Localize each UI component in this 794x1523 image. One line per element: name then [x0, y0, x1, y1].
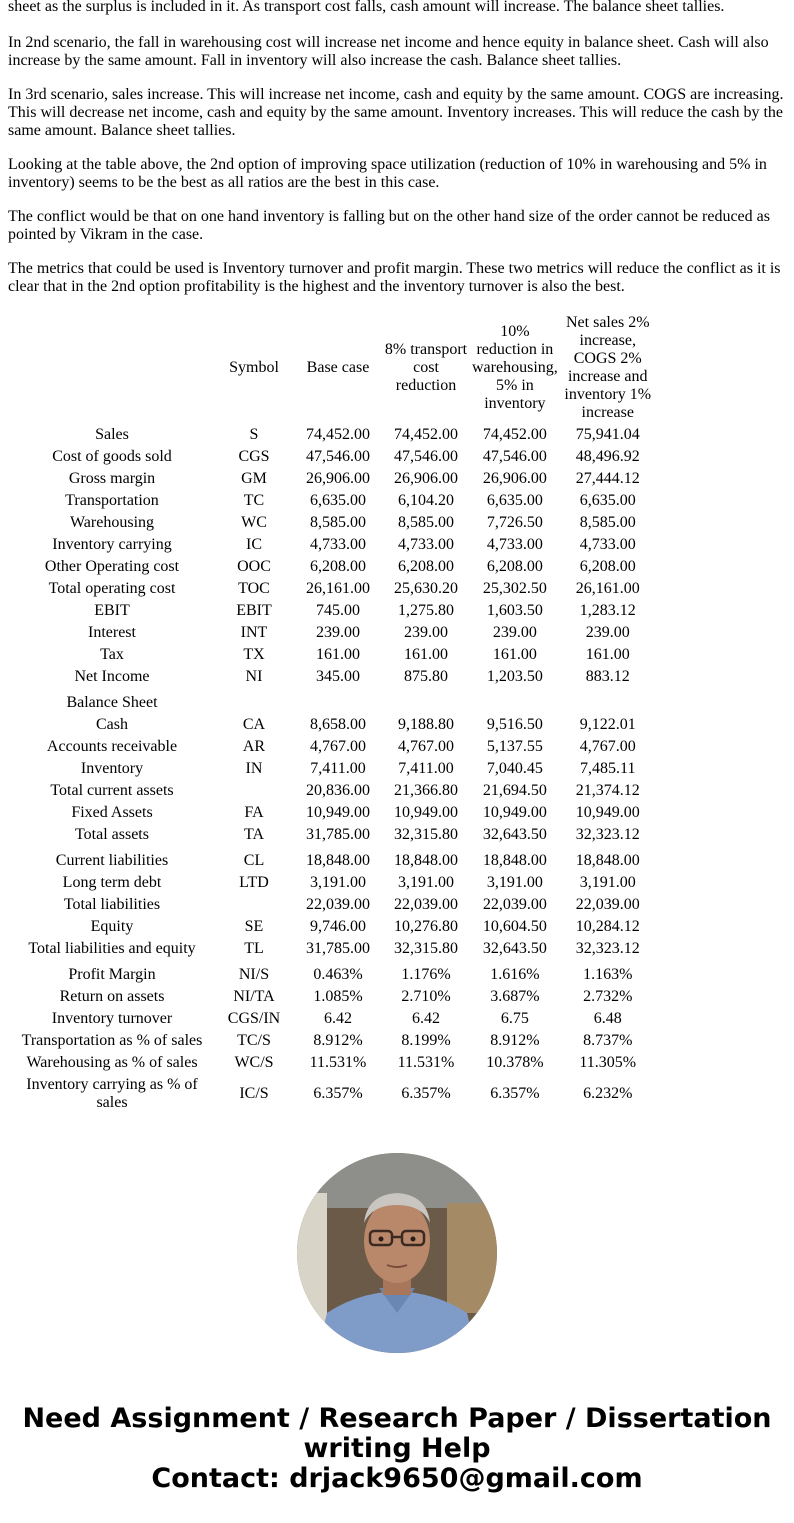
base-case-value: 11.531% — [309, 1054, 367, 1071]
scenario-1-value: 21,366.80 — [394, 782, 458, 799]
scenario-3-value: 7,485.11 — [580, 760, 636, 777]
row-symbol: CGS/IN — [227, 1010, 281, 1027]
scenario-2-value: 6.357% — [490, 1085, 540, 1102]
row-label: Profit Margin — [68, 966, 156, 983]
scenario-3-value: 6.232% — [583, 1085, 633, 1102]
scenario-1-value: 6.42 — [412, 1010, 440, 1027]
row-symbol: SE — [244, 918, 264, 935]
table-body — [10, 424, 656, 1114]
table-row — [10, 894, 656, 916]
scenario-2-value: 32,643.50 — [482, 826, 547, 843]
base-case-value: 161.00 — [316, 646, 360, 663]
scenario-2-value: 239.00 — [492, 624, 537, 641]
base-case-value: 18,848.00 — [306, 852, 370, 869]
header-symbol: Symbol — [229, 359, 279, 376]
row-label: Transportation as % of sales — [21, 1032, 203, 1049]
table-row — [10, 846, 656, 872]
scenario-1-value: 74,452.00 — [394, 426, 458, 443]
scenario-3-value: 3,191.00 — [579, 874, 636, 891]
scenario-2-value: 1,203.50 — [486, 668, 543, 685]
row-label: Fixed Assets — [71, 804, 153, 821]
table-row — [10, 916, 656, 938]
table-header-row — [10, 312, 656, 424]
scenario-3-value: 8,585.00 — [579, 514, 636, 531]
paragraph-6: The metrics that could be used is Inventory turnover and profit margin. These two metrics will reduce the conflict as it is clear that in the 2nd option profitability is the highest and the inventory turnover is also the best. — [8, 260, 781, 295]
scenario-2-value: 6,208.00 — [486, 558, 543, 575]
scenario-2-value: 21,694.50 — [482, 782, 547, 799]
scenario-2-value: 3.687% — [490, 988, 540, 1005]
person-portrait-icon — [297, 1153, 497, 1353]
table-row — [10, 938, 656, 960]
header-base-case: Base case — [306, 359, 370, 376]
base-case-value: 47,546.00 — [306, 448, 370, 465]
scenario-2-value: 6.75 — [500, 1010, 529, 1027]
table-row — [10, 1074, 656, 1114]
scenario-3-value: 2.732% — [583, 988, 633, 1005]
paragraph-4: Looking at the table above, the 2nd option of improving space utilization (reduction of 10% in warehousing and 5% in inventory) seems to be the best as all ratios are the best in this case. — [8, 156, 767, 191]
scenario-3-value: 6,208.00 — [579, 558, 636, 575]
header-scenario-1: 8% transport cost reduction — [384, 341, 468, 394]
financial-comparison-table — [10, 312, 656, 1114]
row-symbol: CL — [243, 852, 265, 869]
table-row — [10, 802, 656, 824]
row-symbol: AR — [242, 738, 266, 755]
base-case-value: 22,039.00 — [306, 896, 370, 913]
scenario-3-value: 27,444.12 — [575, 470, 640, 487]
row-label: Transportation — [65, 492, 159, 509]
scenario-2-value: 161.00 — [492, 646, 537, 663]
row-symbol: TC/S — [237, 1032, 271, 1049]
scenario-3-value: 8.737% — [583, 1032, 633, 1049]
scenario-2-value: 25,302.50 — [482, 580, 547, 597]
table-row — [10, 578, 656, 600]
row-label: Accounts receivable — [46, 738, 178, 755]
scenario-2-value: 7,726.50 — [486, 514, 543, 531]
row-label: EBIT — [94, 602, 130, 619]
promo-line-1: Need Assignment / Research Paper / Dissertation — [22, 1403, 772, 1434]
paragraph-2: In 2nd scenario, the fall in warehousing cost will increase net income and hence equity in balance sheet. Cash will also increase by the same amount. Fall in inventory will also increase the cash. Balance sheet tallies. — [8, 34, 769, 69]
table-row — [10, 714, 656, 736]
base-case-value: 74,452.00 — [306, 426, 370, 443]
scenario-3-value: 48,496.92 — [575, 448, 640, 465]
scenario-3-value: 1.163% — [583, 966, 633, 983]
scenario-2-value: 26,906.00 — [482, 470, 547, 487]
row-label: Return on assets — [59, 988, 165, 1005]
row-label: Inventory carrying as % of sales — [26, 1076, 198, 1111]
table-row — [10, 512, 656, 534]
scenario-2-value: 10,604.50 — [482, 918, 547, 935]
scenario-1-value: 18,848.00 — [394, 852, 458, 869]
scenario-1-value: 22,039.00 — [394, 896, 458, 913]
scenario-1-value: 875.80 — [404, 668, 448, 685]
scenario-3-value: 4,767.00 — [579, 738, 636, 755]
row-symbol: IC — [246, 536, 262, 553]
base-case-value: 26,161.00 — [306, 580, 370, 597]
row-symbol: NI/S — [238, 966, 270, 983]
header-scenario-2: 10% reduction in warehousing, 5% in inventory — [472, 323, 558, 412]
scenario-2-value: 74,452.00 — [482, 426, 547, 443]
scenario-3-value: 9,122.01 — [579, 716, 636, 733]
table-row — [10, 468, 656, 490]
table-row — [10, 490, 656, 512]
row-label: Other Operating cost — [44, 558, 180, 575]
row-symbol: S — [249, 426, 259, 443]
scenario-2-value — [470, 688, 560, 714]
scenario-1-value: 6,208.00 — [398, 558, 454, 575]
header-scenario-3: Net sales 2% increase, COGS 2% increase and inventory 1% increase — [564, 314, 652, 421]
base-case-value: 7,411.00 — [310, 760, 366, 777]
scenario-1-value: 2.710% — [401, 988, 451, 1005]
row-label: Current liabilities — [55, 852, 169, 869]
scenario-1-value: 10,276.80 — [394, 918, 458, 935]
row-symbol: EBIT — [236, 602, 272, 619]
base-case-value: 31,785.00 — [306, 826, 370, 843]
row-symbol: TL — [244, 940, 264, 957]
scenario-1-value: 4,767.00 — [398, 738, 454, 755]
scenario-1-value: 6.357% — [401, 1085, 451, 1102]
scenario-1-value: 32,315.80 — [394, 826, 458, 843]
row-symbol: WC — [241, 514, 267, 531]
row-symbol: WC/S — [234, 1054, 274, 1071]
scenario-2-value: 32,643.50 — [482, 940, 547, 957]
row-symbol: CA — [242, 716, 266, 733]
scenario-1-value: 6,104.20 — [398, 492, 454, 509]
scenario-2-value: 10.378% — [486, 1054, 544, 1071]
table-row — [10, 1052, 656, 1074]
row-symbol: TX — [243, 646, 265, 663]
base-case-value: 8.912% — [313, 1032, 363, 1049]
row-label: Equity — [90, 918, 134, 935]
table-row — [10, 824, 656, 846]
scenario-3-value: 75,941.04 — [575, 426, 640, 443]
scenario-1-value: 7,411.00 — [398, 760, 454, 777]
base-case-value: 745.00 — [316, 602, 360, 619]
scenario-2-value: 9,516.50 — [486, 716, 543, 733]
row-symbol: FA — [244, 804, 264, 821]
scenario-1-value: 1.176% — [401, 966, 451, 983]
row-symbol: NI/TA — [233, 988, 275, 1005]
base-case-value: 239.00 — [316, 624, 360, 641]
base-case-value: 4,733.00 — [310, 536, 366, 553]
paragraph-3: In 3rd scenario, sales increase. This will increase net income, cash and equity by the same amount. COGS are increasing. This will decrease net income, cash and equity by the same amount. Inventory increases. This will reduce the cash by the same amount. Balance sheet tallies. — [8, 86, 784, 139]
scenario-3-value: 883.12 — [585, 668, 630, 685]
scenario-3-value: 32,323.12 — [575, 940, 640, 957]
scenario-1-value — [382, 688, 470, 714]
row-symbol: CGS — [238, 448, 270, 465]
scenario-1-value: 8.199% — [401, 1032, 451, 1049]
scenario-3-value: 6.48 — [593, 1010, 622, 1027]
row-symbol — [214, 688, 294, 714]
scenario-2-value: 47,546.00 — [482, 448, 547, 465]
row-label: Cost of goods sold — [52, 448, 172, 465]
header-label — [10, 312, 214, 424]
scenario-3-value: 4,733.00 — [579, 536, 636, 553]
row-label: Tax — [100, 646, 124, 663]
row-symbol: GM — [241, 470, 267, 487]
table-row — [10, 758, 656, 780]
row-label: Inventory carrying — [52, 536, 172, 553]
table-row — [10, 688, 656, 714]
row-label: Total liabilities — [63, 896, 161, 913]
paragraph-5: The conflict would be that on one hand inventory is falling but on the other hand size of the order cannot be reduced as pointed by Vikram in the case. — [8, 208, 770, 243]
scenario-3-value: 6,635.00 — [579, 492, 636, 509]
row-label: Interest — [88, 624, 136, 641]
scenario-2-value: 8.912% — [490, 1032, 540, 1049]
row-label: Total current assets — [50, 782, 174, 799]
scenario-2-value: 18,848.00 — [482, 852, 547, 869]
base-case-value: 3,191.00 — [310, 874, 366, 891]
base-case-value — [294, 688, 382, 714]
row-label: Gross margin — [68, 470, 156, 487]
row-symbol: NI — [245, 668, 263, 685]
base-case-value: 6,208.00 — [310, 558, 366, 575]
scenario-1-value: 9,188.80 — [398, 716, 454, 733]
promo-line-2: writing Help — [303, 1433, 491, 1464]
scenario-1-value: 25,630.20 — [394, 580, 458, 597]
scenario-1-value: 11.531% — [397, 1054, 455, 1071]
scenario-2-value: 10,949.00 — [482, 804, 547, 821]
base-case-value: 9,746.00 — [310, 918, 366, 935]
scenario-1-value: 26,906.00 — [394, 470, 458, 487]
row-label: Cash — [96, 716, 128, 733]
scenario-3-value: 161.00 — [585, 646, 630, 663]
scenario-1-value: 8,585.00 — [398, 514, 454, 531]
base-case-value: 345.00 — [316, 668, 360, 685]
table-row — [10, 622, 656, 644]
row-symbol — [214, 894, 294, 916]
base-case-value: 6,635.00 — [310, 492, 366, 509]
base-case-value: 1.085% — [313, 988, 363, 1005]
table-row — [10, 644, 656, 666]
table-row — [10, 960, 656, 986]
table-row — [10, 736, 656, 758]
row-symbol: TOC — [238, 580, 270, 597]
row-symbol: IN — [245, 760, 263, 777]
base-case-value: 31,785.00 — [306, 940, 370, 957]
row-label: Total liabilities and equity — [28, 940, 196, 957]
base-case-value: 0.463% — [313, 966, 363, 983]
row-label: Warehousing as % of sales — [26, 1054, 198, 1071]
scenario-3-value: 21,374.12 — [575, 782, 640, 799]
table-row — [10, 666, 656, 688]
scenario-1-value: 4,733.00 — [398, 536, 454, 553]
row-symbol: IC/S — [239, 1085, 269, 1102]
scenario-1-value: 1,275.80 — [398, 602, 454, 619]
scenario-2-value: 6,635.00 — [486, 492, 543, 509]
row-label: Inventory turnover — [51, 1010, 173, 1027]
row-label: Total assets — [75, 826, 149, 843]
row-symbol — [214, 780, 294, 802]
scenario-1-value: 47,546.00 — [394, 448, 458, 465]
scenario-3-value: 10,949.00 — [575, 804, 640, 821]
row-symbol: TC — [243, 492, 265, 509]
scenario-3-value: 11.305% — [579, 1054, 637, 1071]
scenario-2-value: 5,137.55 — [486, 738, 543, 755]
scenario-2-value: 3,191.00 — [486, 874, 543, 891]
scenario-1-value: 3,191.00 — [398, 874, 454, 891]
scenario-3-value: 1,283.12 — [579, 602, 636, 619]
base-case-value: 6.357% — [313, 1085, 363, 1102]
row-symbol: INT — [240, 624, 268, 641]
scenario-3-value — [560, 688, 656, 714]
base-case-value: 8,658.00 — [310, 716, 366, 733]
scenario-3-value: 18,848.00 — [575, 852, 640, 869]
row-symbol: TA — [243, 826, 265, 843]
table-row — [10, 556, 656, 578]
base-case-value: 26,906.00 — [306, 470, 370, 487]
row-label: Balance Sheet — [66, 694, 158, 711]
row-label: Net Income — [74, 668, 150, 685]
table-row — [10, 780, 656, 802]
scenario-2-value: 1.616% — [490, 966, 540, 983]
base-case-value: 4,767.00 — [310, 738, 366, 755]
row-label: Long term debt — [62, 874, 162, 891]
scenario-3-value: 32,323.12 — [575, 826, 640, 843]
paragraph-1: sheet as the surplus is included in it. As transport cost falls, cash amount will increase. The balance sheet tallies. — [8, 0, 725, 15]
scenario-2-value: 1,603.50 — [486, 602, 543, 619]
row-label: Sales — [95, 426, 129, 443]
row-label: Warehousing — [69, 514, 155, 531]
scenario-3-value: 26,161.00 — [575, 580, 640, 597]
table-row — [10, 600, 656, 622]
table-row — [10, 424, 656, 446]
scenario-1-value: 239.00 — [404, 624, 448, 641]
promo-contact-line: Contact: drjack9650@gmail.com — [151, 1463, 643, 1494]
row-label: Total operating cost — [48, 580, 176, 597]
scenario-2-value: 7,040.45 — [486, 760, 543, 777]
table-row — [10, 534, 656, 556]
author-photo — [297, 1153, 497, 1353]
table-row — [10, 446, 656, 468]
scenario-3-value: 239.00 — [585, 624, 630, 641]
row-symbol: OOC — [237, 558, 271, 575]
table-row — [10, 1008, 656, 1030]
table-row — [10, 1030, 656, 1052]
row-label: Inventory — [80, 760, 144, 777]
scenario-1-value: 32,315.80 — [394, 940, 458, 957]
table-row — [10, 986, 656, 1008]
base-case-value: 10,949.00 — [306, 804, 370, 821]
scenario-1-value: 10,949.00 — [394, 804, 458, 821]
scenario-2-value: 4,733.00 — [486, 536, 543, 553]
scenario-3-value: 22,039.00 — [575, 896, 640, 913]
scenario-2-value: 22,039.00 — [482, 896, 547, 913]
row-symbol: LTD — [239, 874, 269, 891]
scenario-3-value: 10,284.12 — [575, 918, 640, 935]
table-row — [10, 872, 656, 894]
base-case-value: 6.42 — [324, 1010, 352, 1027]
base-case-value: 8,585.00 — [310, 514, 366, 531]
base-case-value: 20,836.00 — [306, 782, 370, 799]
scenario-1-value: 161.00 — [404, 646, 448, 663]
